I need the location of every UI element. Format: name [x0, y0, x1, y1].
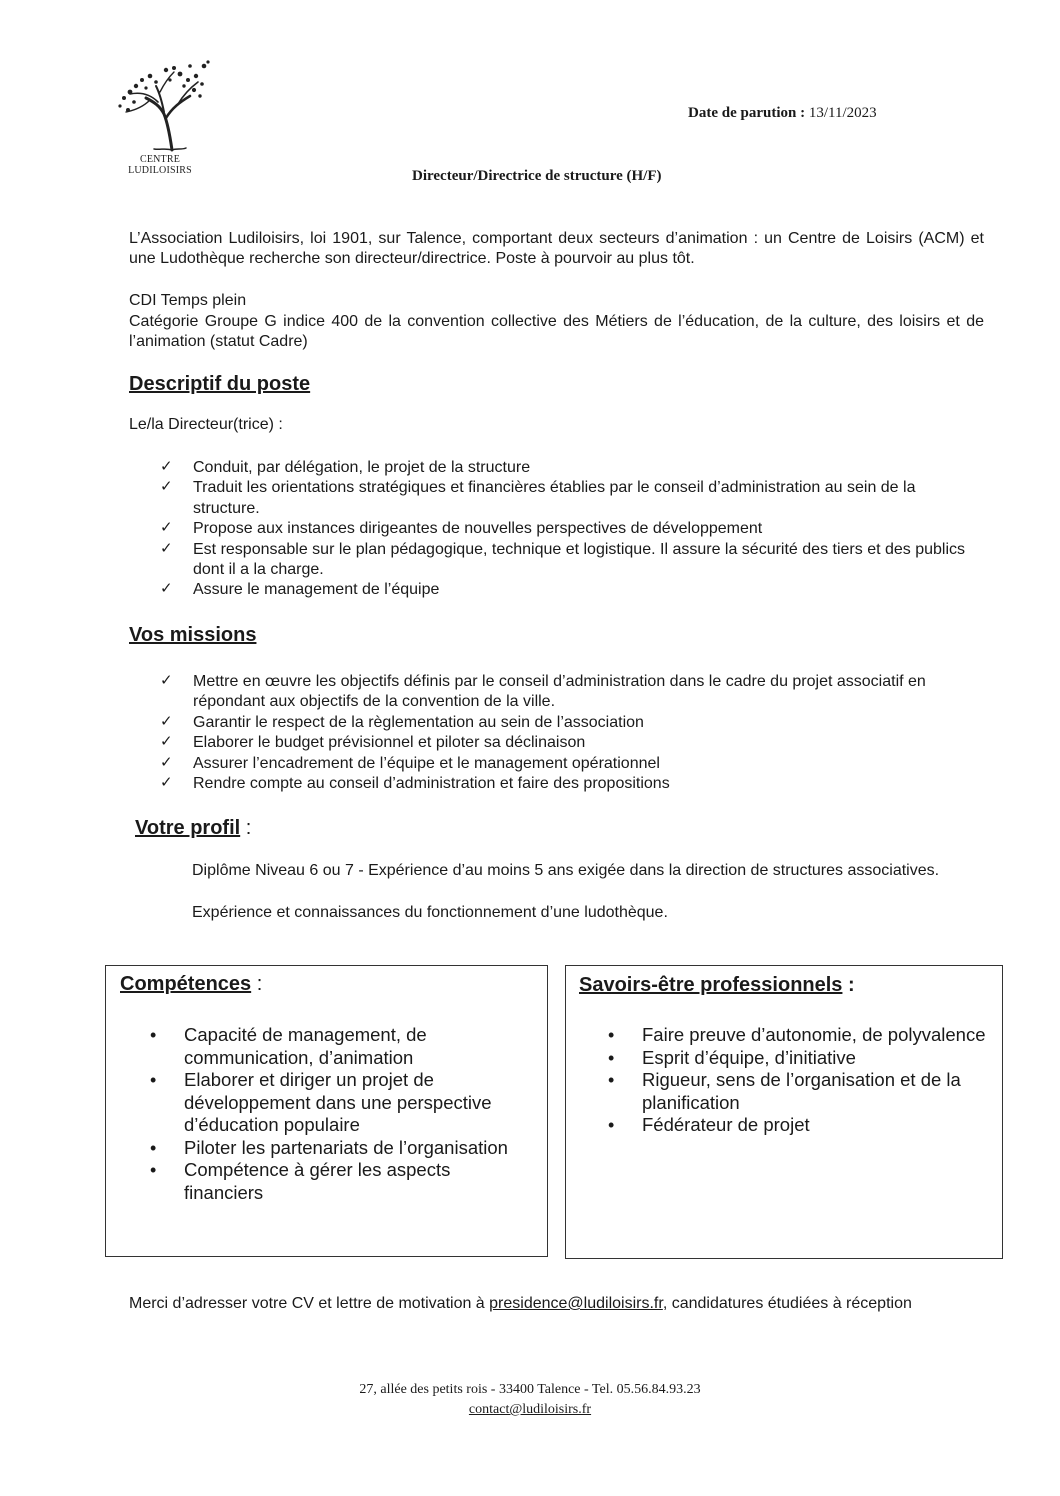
list-item: ✓ Garantir le respect de la règlementation au sein de l’association: [160, 712, 644, 731]
list-item: • Capacité de management, de communication, d’animation: [150, 1024, 427, 1068]
checkmark-icon: ✓: [160, 458, 173, 475]
footer-address: 27, allée des petits rois - 33400 Talence - Tel. 05.56.84.93.23: [359, 1382, 701, 1397]
bullet-icon: •: [150, 1160, 157, 1180]
list-item: ✓ Mettre en œuvre les objectifs définis par le conseil d’administration dans le cadre du projet associatif en répondant aux objectifs de la convention de la ville.: [160, 672, 926, 711]
logo: [110, 58, 215, 176]
publication-date: [688, 105, 877, 122]
bullet-icon: •: [150, 1070, 157, 1090]
application-text-after: , candidatures étudiées à réception: [662, 1295, 912, 1312]
date-label: Date de parution :: [688, 105, 806, 121]
missions-heading: Vos missions: [129, 624, 257, 646]
contract-type: CDI Temps plein: [129, 292, 247, 309]
list-item: • Elaborer et diriger un projet de développement dans une perspective d’éducation populaire: [150, 1069, 492, 1135]
list-item: ✓ Propose aux instances dirigeantes de nouvelles perspectives de développement: [160, 519, 763, 538]
application-text-before: Merci d’adresser votre CV et lettre de motivation à: [129, 1295, 490, 1312]
checkmark-icon: ✓: [160, 753, 173, 771]
competences-heading: Compétences: [120, 973, 252, 995]
competences-heading-wrap: [120, 973, 262, 996]
list-item: • Fédérateur de projet: [608, 1114, 810, 1135]
checkmark-icon: ✓: [160, 580, 173, 598]
checkmark-icon: ✓: [160, 774, 173, 792]
profil-line-1: Diplôme Niveau 6 ou 7 - Expérience d’au moins 5 ans exigée dans la direction de structures associatives.: [192, 862, 940, 879]
descriptif-heading: Descriptif du poste: [129, 373, 311, 395]
bullet-icon: •: [608, 1115, 615, 1135]
tree-logo-icon: [110, 58, 215, 154]
footer-email-link[interactable]: contact@ludiloisirs.fr: [468, 1402, 592, 1417]
checkmark-icon: ✓: [160, 519, 173, 537]
bullet-icon: •: [608, 1047, 615, 1068]
date-value: 13/11/2023: [808, 105, 877, 121]
list-item: ✓ Conduit, par délégation, le projet de la structure: [160, 458, 531, 476]
list-item: ✓ Assure le management de l’équipe: [160, 580, 440, 599]
bullet-icon: •: [608, 1070, 615, 1090]
savoirs-heading: Savoirs-être professionnels: [579, 974, 843, 996]
application-line: [129, 1294, 989, 1314]
list-item: ✓ Elaborer le budget prévisionnel et piloter sa déclinaison: [160, 733, 586, 752]
checkmark-icon: ✓: [160, 712, 173, 730]
competences-list: [146, 1024, 531, 1204]
footer-email-wrap: [0, 1400, 1060, 1420]
checkmark-icon: ✓: [160, 733, 173, 751]
list-item: • Compétence à gérer les aspects financiers: [150, 1159, 451, 1203]
descriptif-lead: Le/la Directeur(trice) :: [129, 416, 283, 433]
savoirs-box: [565, 965, 1003, 1259]
bullet-icon: •: [150, 1025, 157, 1045]
job-title: Directeur/Directrice de structure (H/F): [412, 168, 662, 184]
list-item: • Esprit d’équipe, d’initiative: [608, 1046, 856, 1068]
application-email-link[interactable]: presidence@ludiloisirs.fr: [489, 1295, 663, 1312]
list-item: ✓ Rendre compte au conseil d’administration et faire des propositions: [160, 774, 670, 793]
intro-paragraph: L’Association Ludiloisirs, loi 1901, sur Talence, comportant deux secteurs d’animation : un Centre de Loisirs (ACM) et une Ludothèque recherche son directeur/directrice. Poste à pourvoir au plus tôt.: [129, 230, 984, 267]
profil-heading-suffix: :: [240, 817, 252, 839]
list-item: • Piloter les partenariats de l’organisation: [150, 1136, 508, 1158]
profil-heading: Votre profil: [135, 817, 241, 839]
list-item: ✓ Est responsable sur le plan pédagogique, technique et logistique. Il assure la sécurité des tiers et des publics dont il a la charge.: [160, 539, 966, 579]
bullet-icon: •: [608, 1025, 615, 1045]
competences-heading-suffix: :: [251, 973, 263, 995]
logo-text: CENTRE LUDILOISIRS: [128, 154, 192, 176]
descriptif-list: [160, 458, 985, 601]
checkmark-icon: ✓: [160, 672, 173, 689]
list-item: • Faire preuve d’autonomie, de polyvalence: [608, 1024, 986, 1045]
list-item: • Rigueur, sens de l’organisation et de la planification: [608, 1069, 961, 1113]
savoirs-heading-suffix: :: [842, 974, 855, 996]
checkmark-icon: ✓: [160, 539, 173, 557]
checkmark-icon: ✓: [160, 478, 173, 496]
savoirs-list: [604, 1024, 989, 1137]
job-category: Catégorie Groupe G indice 400 de la convention collective des Métiers de l’éducation, de la culture, des loisirs et de l’animation (statut Cadre): [129, 313, 984, 350]
bullet-icon: •: [150, 1137, 157, 1158]
competences-box: [105, 965, 548, 1257]
savoirs-heading-wrap: [579, 974, 855, 997]
missions-list: [160, 672, 985, 794]
profil-line-2: Expérience et connaissances du fonctionnement d’une ludothèque.: [192, 904, 668, 921]
profil-heading-wrap: [135, 817, 251, 840]
list-item: ✓ Traduit les orientations stratégiques et financières établies par le conseil d’administration au sein de la structure.: [160, 478, 916, 517]
list-item: ✓ Assurer l’encadrement de l’équipe et le management opérationnel: [160, 753, 660, 772]
